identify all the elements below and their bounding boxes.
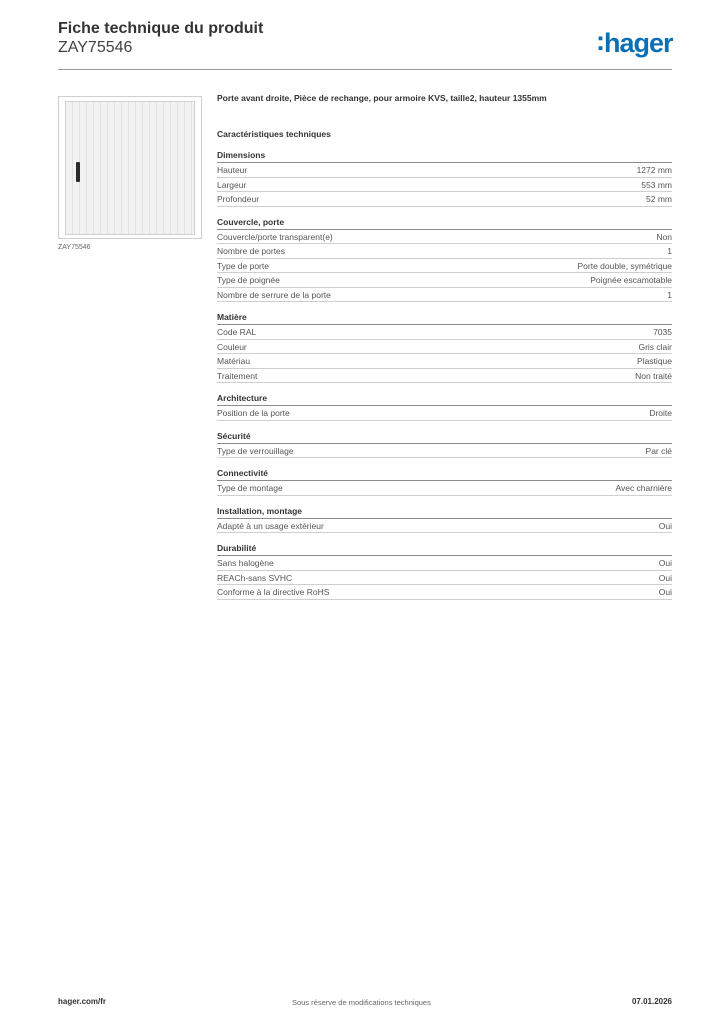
spec-value: Oui xyxy=(658,520,672,531)
spec-row xyxy=(217,192,672,207)
spec-value: Oui xyxy=(658,558,672,568)
spec-label: Code RAL xyxy=(217,327,257,337)
spec-row xyxy=(217,273,672,288)
product-content xyxy=(217,92,672,609)
spec-label: Couvercle/porte transparent(e) xyxy=(217,231,333,242)
tech-characteristics-heading: Caractéristiques techniques xyxy=(217,129,331,139)
spec-section xyxy=(217,216,672,303)
spec-row xyxy=(217,230,672,245)
spec-row xyxy=(217,354,672,369)
spec-row xyxy=(217,340,672,355)
spec-section xyxy=(217,430,672,459)
spec-label: Sans halogène xyxy=(217,558,274,568)
spec-row xyxy=(217,585,672,600)
spec-row xyxy=(217,519,672,534)
section-title: Matière xyxy=(217,311,672,325)
spec-label: Type de montage xyxy=(217,483,283,493)
product-image xyxy=(58,96,202,239)
spec-value: 1 xyxy=(667,246,672,256)
door-panel-illustration xyxy=(65,101,195,235)
spec-row xyxy=(217,571,672,586)
spec-label: Largeur xyxy=(217,179,247,190)
spec-value: Oui xyxy=(658,587,672,597)
spec-row xyxy=(217,369,672,384)
spec-value: Poignée escamotable xyxy=(590,275,672,285)
spec-section xyxy=(217,505,672,534)
header-divider xyxy=(58,69,672,70)
spec-value: Droite xyxy=(649,408,672,418)
spec-value: Non xyxy=(656,231,672,242)
spec-value: 553 mm xyxy=(641,179,672,190)
spec-label: Type de porte xyxy=(217,260,269,271)
page-title: Fiche technique du produit xyxy=(58,20,264,37)
spec-label: Conforme à la directive RoHS xyxy=(217,587,330,597)
spec-row xyxy=(217,556,672,571)
spec-label: Type de verrouillage xyxy=(217,445,294,456)
spec-section xyxy=(217,542,672,600)
section-title: Dimensions xyxy=(217,149,672,163)
spec-sections xyxy=(217,149,672,600)
spec-value: 7035 xyxy=(653,327,672,337)
spec-row xyxy=(217,288,672,303)
section-title: Sécurité xyxy=(217,430,672,444)
footer-disclaimer: Sous réserve de modifications techniques xyxy=(292,998,431,1007)
spec-label: Nombre de portes xyxy=(217,246,286,256)
logo-prefix: : xyxy=(596,26,604,56)
spec-row xyxy=(217,406,672,421)
spec-label: Type de poignée xyxy=(217,275,280,285)
section-title: Architecture xyxy=(217,392,672,406)
spec-value: Gris clair xyxy=(638,341,672,352)
footer-date: 07.01.2026 xyxy=(631,997,672,1006)
spec-section xyxy=(217,392,672,421)
spec-value: Oui xyxy=(658,572,672,583)
spec-label: Adapté à un usage extérieur xyxy=(217,520,324,531)
spec-row xyxy=(217,259,672,274)
spec-label: Profondeur xyxy=(217,194,260,204)
hager-logo xyxy=(596,28,673,59)
spec-value: Par clé xyxy=(645,445,672,456)
spec-value: Plastique xyxy=(637,356,672,366)
section-title: Connectivité xyxy=(217,467,672,481)
spec-value: 1 xyxy=(667,289,672,300)
spec-label: REACh-sans SVHC xyxy=(217,572,293,583)
door-handle-icon xyxy=(76,162,80,182)
section-title: Installation, montage xyxy=(217,505,672,519)
spec-label: Position de la porte xyxy=(217,408,290,418)
spec-row xyxy=(217,163,672,178)
product-image-caption: ZAY75546 xyxy=(58,244,91,251)
spec-row xyxy=(217,481,672,496)
spec-section xyxy=(217,467,672,496)
spec-value: Porte double, symétrique xyxy=(577,260,672,271)
spec-value: Non traité xyxy=(635,370,672,381)
spec-row xyxy=(217,244,672,259)
product-reference: ZAY75546 xyxy=(58,39,133,56)
spec-section xyxy=(217,311,672,383)
footer-website: hager.com/fr xyxy=(58,997,107,1006)
spec-value: 52 mm xyxy=(646,194,672,204)
spec-label: Matériau xyxy=(217,356,251,366)
section-title: Durabilité xyxy=(217,542,672,556)
spec-value: Avec charnière xyxy=(615,483,672,493)
spec-label: Hauteur xyxy=(217,165,248,175)
spec-row xyxy=(217,178,672,193)
product-description: Porte avant droite, Pièce de rechange, pour armoire KVS, taille2, hauteur 1355mm xyxy=(217,93,547,103)
spec-value: 1272 mm xyxy=(636,165,672,175)
spec-label: Couleur xyxy=(217,341,247,352)
spec-section xyxy=(217,149,672,207)
spec-label: Nombre de serrure de la porte xyxy=(217,289,331,300)
section-title: Couvercle, porte xyxy=(217,216,672,230)
spec-row xyxy=(217,325,672,340)
spec-row xyxy=(217,444,672,459)
logo-text: hager xyxy=(604,28,673,58)
spec-label: Traitement xyxy=(217,370,258,381)
